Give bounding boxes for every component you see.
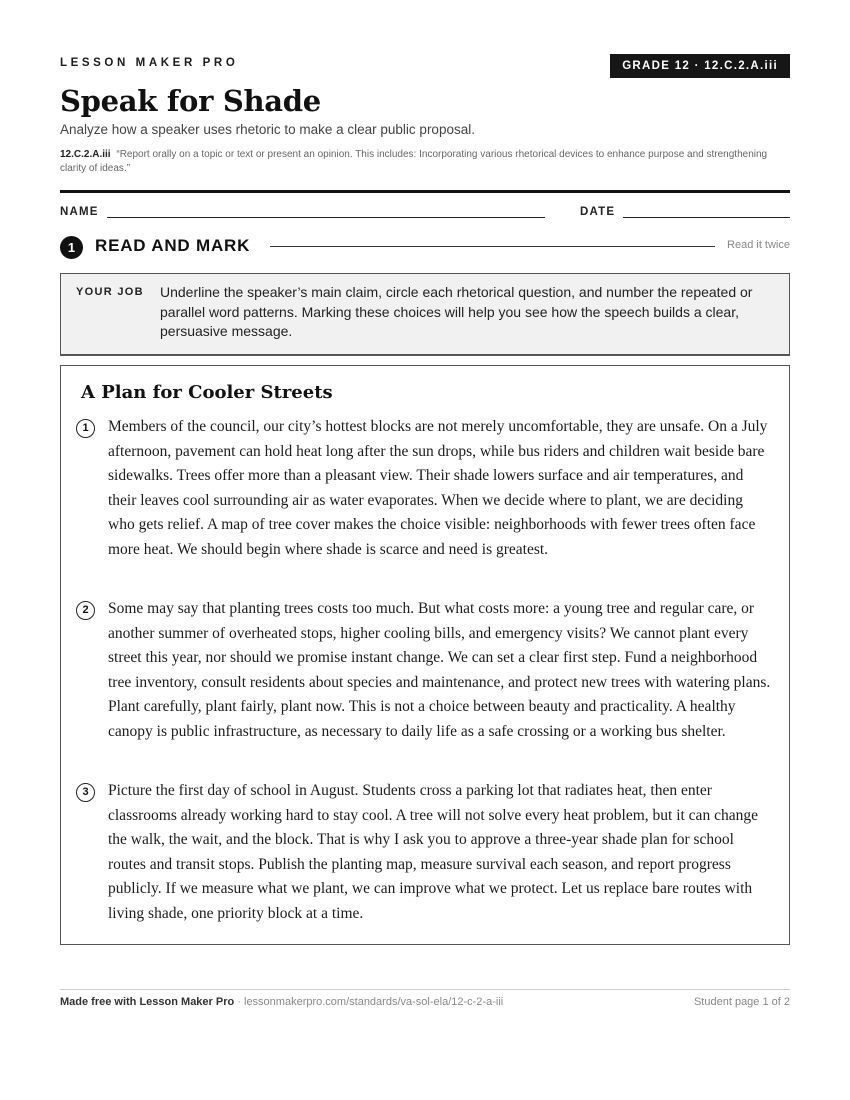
job-instructions: Underline the speaker’s main claim, circle each rhetorical question, and number the repeated or parallel word patterns. Marking these choices will help you see how the speech builds a clear, persuasive message. (160, 284, 753, 339)
name-field[interactable] (107, 217, 545, 218)
page-title: Speak for Shade (60, 84, 321, 118)
footer-divider (60, 989, 790, 990)
paragraph-text: Members of the council, our city’s hottest blocks are not merely uncomfortable, they are unsafe. On a July afternoon, pavement can hold heat long after the sun drops, while bus riders and children wait beside bare sidewalks. Trees offer more than a pleasant view. Their shade lowers surface and air temperatures, and their leaves cool surrounding air as water evaporates. When we decide where to plant, we are deciding who gets relief. A map of tree cover makes the choice visible: neighborhoods with fewer trees often face more heat. We should begin where shade is scarce and need is greatest. (108, 418, 768, 558)
paragraph-text: Picture the first day of school in August. Students cross a parking lot that radiates heat, then enter classrooms already working hard to stay cool. A tree will not solve every heat problem, but it can change the walk, the wait, and the block. That is why I ask you to approve a three-year shade plan for school routes and transit stops. Publish the planting map, measure survival each season, and report progress publicly. If we measure what we plant, we can improve what we protect. Let us replace bare routes with living shade, one priority block at a time. (108, 782, 758, 922)
paragraph-number: 1 (76, 419, 95, 438)
date-field[interactable] (623, 217, 790, 218)
paragraph-number: 2 (76, 601, 95, 620)
footer-url[interactable]: · lessonmakerpro.com/standards/va-sol-ela/12-c-2-a-iii (234, 996, 504, 1008)
name-date-row (60, 206, 790, 222)
section-header (60, 235, 790, 259)
paragraph-text: Some may say that planting trees costs too much. But what costs more: a young tree and regular care, or another summer of overheated stops, higher cooling bills, and emergency visits? We cannot plant every street this year, nor should we promise instant change. We can set a clear first step. Fund a neighborhood tree inventory, consult residents about species and maintenance, and protect new trees with watering plans. Plant carefully, plant fairly, plant now. This is not a choice between beauty and practicality. A healthy canopy is public infrastructure, as necessary to daily life as a safe crossing or a working bus shelter. (108, 600, 771, 740)
grade-badge: GRADE 12 · 12.C.2.A.iii (610, 54, 790, 78)
section-title: READ AND MARK (95, 236, 251, 255)
worksheet-page (60, 0, 790, 1100)
footer-credit (60, 996, 503, 1008)
paragraph-number: 3 (76, 783, 95, 802)
header-divider (60, 190, 790, 193)
section-divider (270, 246, 715, 247)
footer-made-with: Made free with Lesson Maker Pro (60, 996, 235, 1008)
job-label: YOUR JOB (76, 286, 144, 298)
standard-text: “Report orally on a topic or text or present an opinion. This includes: Incorporating various rhetorical devices to enhance purpose and strengthening clarity of ideas.” (60, 149, 768, 174)
standard-code: 12.C.2.A.iii (60, 149, 111, 160)
page-indicator: Student page 1 of 2 (693, 996, 790, 1008)
standard-description (60, 148, 790, 176)
step-number-badge: 1 (60, 236, 83, 259)
section-note: Read it twice (727, 239, 790, 251)
date-label: DATE (580, 206, 616, 218)
passage-box (60, 365, 790, 945)
passage-title: A Plan for Cooler Streets (81, 382, 333, 403)
brand-name: LESSON MAKER PRO (60, 57, 239, 69)
page-subtitle: Analyze how a speaker uses rhetoric to make a clear public proposal. (60, 122, 475, 137)
name-label: NAME (60, 206, 99, 218)
your-job-box (60, 273, 790, 356)
